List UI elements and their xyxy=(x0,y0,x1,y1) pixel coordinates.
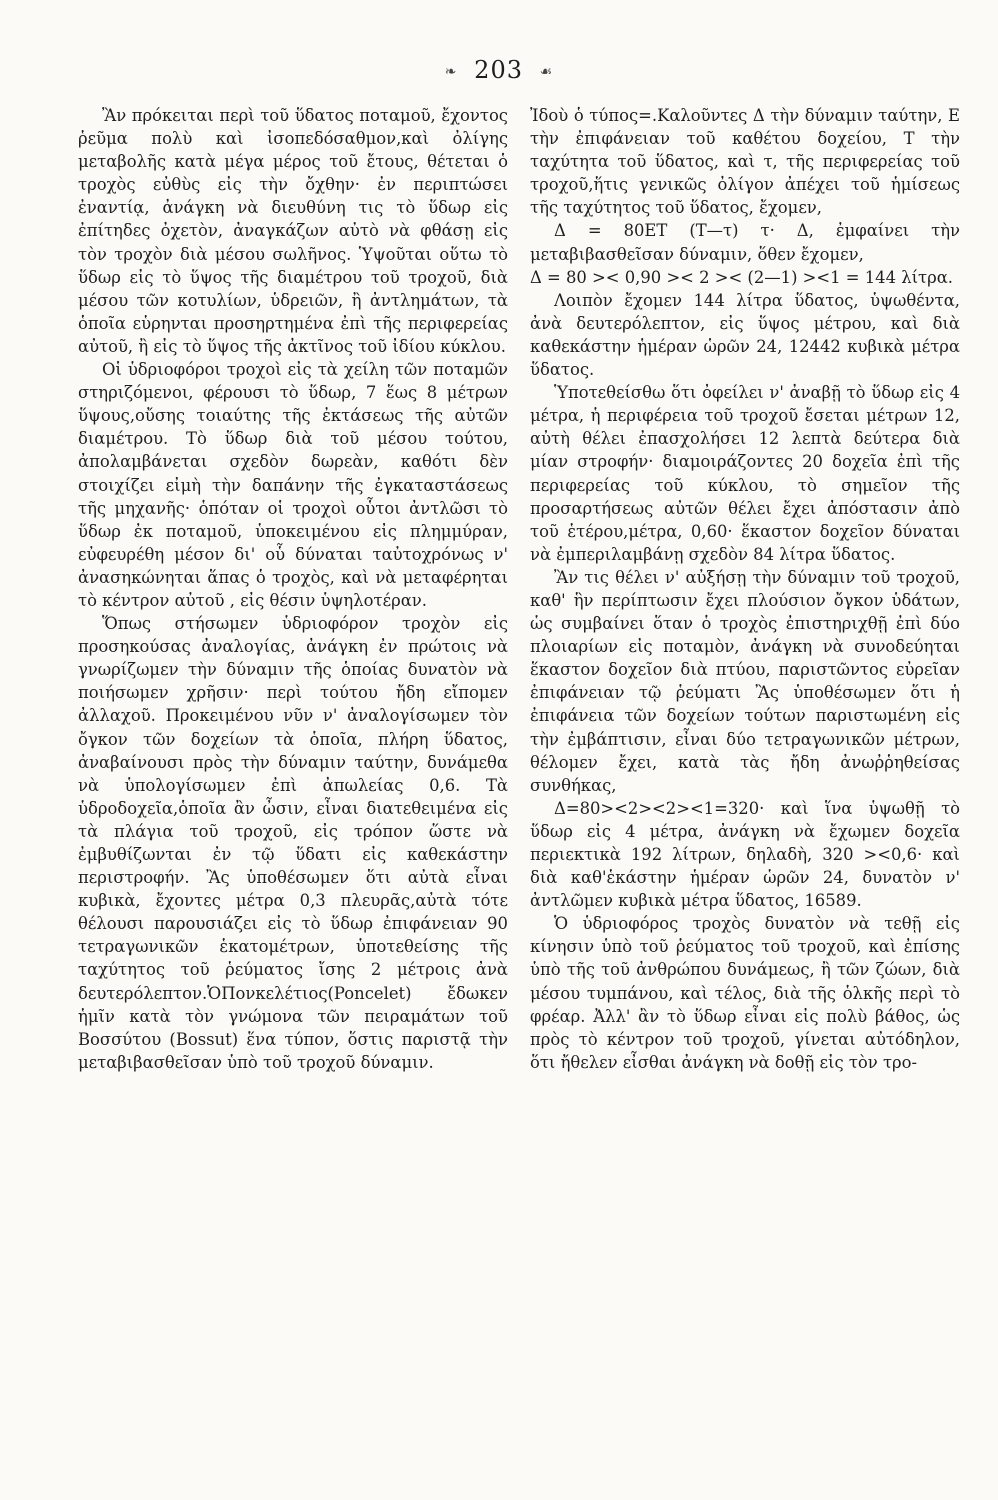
left-column xyxy=(78,104,508,1074)
paragraph: Ὅπως στήσωμεν ὑδριοφόρον τροχὸν εἰς προσηκούσας ἀναλογίας, ἀνάγκη ἐν πρώτοις νὰ γνωρίζωμεν τὴν δύναμιν τῆς ὁποίας δυνατὸν νὰ ποιήσωμεν χρῆσιν· περὶ τούτου ἤδη εἴπομεν ἀλλαχοῦ. Προκειμένου νῦν ν' ἀναλογίσωμεν τὸν ὄγκον τῶν δοχείων τὰ ὁποῖα, πλήρη ὕδατος, ἀναβαίνουσι πρὸς τὴν δύναμιν ταύτην, δυνάμεθα νὰ ὑπολογίσωμεν ἐπὶ ἀπωλείας 0,6. Τὰ ὑδροδοχεῖα,ὁποῖα ἂν ὦσιν, εἶναι διατεθειμένα εἰς τὰ πλάγια τοῦ τροχοῦ, εἰς τρόπον ὥστε νὰ ἐμβυθίζωνται ἐν τῷ ὕδατι εἰς καθεκάστην περιστροφήν. Ἂς ὑποθέσωμεν ὅτι αὐτὰ εἶναι κυβικὰ, ἔχοντες μέτρα 0,3 πλευρᾶς,αὐτὰ τότε θέλουσι παρουσιάζει εἰς τὸ ὕδωρ ἐπιφάνειαν 90 τετραγωνικῶν ἑκατομέτρων, ὑποτεθείσης τῆς ταχύτητος τοῦ ῥεύματος ἴσης 2 μέτροις ἀνὰ δευτερόλεπτον.ὉΠονκελέτιος(Poncelet) ἔδωκεν ἡμῖν κατὰ τὸν γνώμονα τῶν πειραμάτων τοῦ Βοσσύτου (Bossut) ἕνα τύπον, ὅστις παριστᾷ τὴν μεταβιβασθεῖσαν ὑπὸ τοῦ τροχοῦ δύναμιν. xyxy=(78,614,508,1072)
paragraph: Ὑποτεθείσθω ὅτι ὀφείλει ν' ἀναβῇ τὸ ὕδωρ εἰς 4 μέτρα, ἡ περιφέρεια τοῦ τροχοῦ ἔσεται μέτρων 12, αὐτὴ θέλει ἐπασχολήσει 12 λεπτὰ δεύτερα διὰ μίαν στροφήν· διαμοιράζοντες 20 δοχεῖα ἐπὶ τῆς περιφερείας τοῦ κύκλου, τὸ σημεῖον τῆς προσαρτήσεως αὐτῶν θέλει ἔχει ἀπόστασιν ἀπὸ τοῦ ἑτέρου,μέτρα, 0,60· ἕκαστον δοχεῖον δύναται νὰ ἐμπεριλαμβάνῃ σχεδὸν 84 λίτρα ὕδατος. xyxy=(530,383,960,564)
paragraph: Ἂν τις θέλει ν' αὐξήσῃ τὴν δύναμιν τοῦ τροχοῦ, καθ' ἣν περίπτωσιν ἔχει πλούσιον ὄγκον ὑδάτων, ὡς συμβαίνει ὅταν ὁ τροχὸς ἐπιστηριχθῇ ἐπὶ δύο πλοιαρίων εἰς ποταμὸν, ἀνάγκη νὰ συνοδεύηται ἕκαστον δοχεῖον διὰ πτύου, παριστῶντος εὐρεῖαν ἐπιφάνειαν τῷ ῥεύματι Ἂς ὑποθέσωμεν ὅτι ἡ ἐπιφάνεια τῶν δοχείων τούτων παριστωμένη εἰς τὴν ἐμβάπτισιν, εἶναι δύο τετραγωνικῶν μέτρων, θέλομεν ἔχει, κατὰ τὰς ἤδη ἀνωῤῥηθείσας συνθήκας, xyxy=(530,567,960,795)
formula: Δ = 80 >< 0,90 >< 2 >< (2—1) ><1 = 144 λίτρα. xyxy=(530,267,954,287)
formula: Δ = 80ΕΤ (Τ—τ) τ· Δ, ἐμφαίνει τὴν μεταβιβασθεῖσαν δύναμιν, ὅθεν ἔχομεν, xyxy=(530,221,960,264)
paragraph: Ἂν πρόκειται περὶ τοῦ ὕδατος ποταμοῦ, ἔχοντος ῥεῦμα πολὺ καὶ ἰσοπεδόσαθμον,καὶ ὀλίγης μεταβολῆς κατὰ μέγα μέρος τοῦ ἔτους, θέτεται ὁ τροχὸς εὐθὺς εἰς τὴν ὄχθην· ἐν περιπτώσει ἐναντίᾳ, ἀνάγκη νὰ διευθύνη τις τὸ ὕδωρ εἰς ἐπίτηδες ὀχετὸν, ἀναγκάζων αὐτὸ νὰ φθάσῃ εἰς τὸν τροχὸν διὰ μέσου σωλῆνος. Ὑψοῦται οὕτω τὸ ὕδωρ εἰς τὸ ὕψος τῆς διαμέτρου τοῦ τροχοῦ, διὰ μέσου τῶν κοτυλίων, ὑδρειῶν, ἢ ἀντλημάτων, τὰ ὁποῖα εὑρηνται προσηρτημένα ἐπὶ τῆς περιφερείας αὐτοῦ, ἢ εἰς τὸ ὕψος τῆς ἀκτῖνος τοῦ ἰδίου κύκλου. xyxy=(78,106,508,356)
paragraph: Ἰδοὺ ὁ τύπος=.Καλοῦντες Δ τὴν δύναμιν ταύτην, Ε τὴν ἐπιφάνειαν τοῦ καθέτου δοχείου, Τ τὴν ταχύτητα τοῦ ὕδατος, καὶ τ, τῆς περιφερείας τοῦ τροχοῦ,ἥτις γενικῶς ὀλίγον ἀπέχει τοῦ ἡμίσεως τῆς ταχύτητος τοῦ ὕδατος, ἔχομεν, xyxy=(530,106,960,218)
paragraph: Οἱ ὑδριοφόροι τροχοὶ εἰς τὰ χείλη τῶν ποταμῶν στηριζόμενοι, φέρουσι τὸ ὕδωρ, 7 ἕως 8 μέτρων ὕψους,οὔσης τοιαύτης τῆς ἐκτάσεως τῆς αὐτῶν διαμέτρου. Τὸ ὕδωρ διὰ τοῦ μέσου τούτου, ἀπολαμβάνεται σχεδὸν δωρεὰν, καθότι δὲν στοιχίζει εἰμὴ τὴν δαπάνην τῆς ἐγκαταστάσεως τῆς μηχανῆς· ὁπόταν οἱ τροχοὶ οὗτοι ἀντλῶσι τὸ ὕδωρ ἐκ ποταμοῦ, ὑποκειμένου εἰς πλημμύραν, εὐφευρέθη μέσον δι' οὗ δύναται ταὐτοχρόνως ν' ἀνασηκώνηται ἅπας ὁ τροχὸς, καὶ νὰ μεταφέρηται τὸ κέντρον αὐτοῦ , εἰς θέσιν ὑψηλοτέραν. xyxy=(78,360,508,610)
formula: Δ=80><2><2><1=320· καὶ ἵνα ὑψωθῇ τὸ ὕδωρ εἰς 4 μέτρα, ἀνάγκη νὰ ἔχωμεν δοχεῖα περιεκτικὰ 192 λίτρων, δηλαδὴ, 320 ><0,6· καὶ διὰ καθ'ἑκάστην ἡμέραν ὡρῶν 24, δυνατὸν ν' ἀντλῶμεν κυβικὰ μέτρα ὕδατος, 16589. xyxy=(530,798,960,911)
right-column xyxy=(530,104,960,1074)
ornament-right-icon: ☙ xyxy=(539,63,554,80)
page-number: 203 xyxy=(474,56,523,84)
page-header xyxy=(0,56,998,84)
ornament-left-icon: ❧ xyxy=(444,63,458,80)
paragraph: Ὁ ὑδριοφόρος τροχὸς δυνατὸν νὰ τεθῇ εἰς κίνησιν ὑπὸ τοῦ ῥεύματος τοῦ τροχοῦ, καὶ ἐπίσης ὑπὸ τῆς τοῦ ἀνθρώπου δυνάμεως, ἢ τῶν ζώων, διὰ μέσου τυμπάνου, καὶ τέλος, διὰ τῆς ὁλκῆς περὶ τὸ φρέαρ. Ἀλλ' ἂν τὸ ὕδωρ εἶναι εἰς πολὺ βάθος, ὡς πρὸς τὸ κέντρον τοῦ τροχοῦ, γίνεται αὐτόδηλον, ὅτι ἤθελεν εἶσθαι ἀνάγκη νὰ δοθῇ εἰς τὸν τρο- xyxy=(530,914,960,1072)
paragraph: Λοιπὸν ἔχομεν 144 λίτρα ὕδατος, ὑψωθέντα, ἀνὰ δευτερόλεπτον, εἰς ὕψος μέτρου, καὶ διὰ καθεκάστην ἡμέραν ὡρῶν 24, 12442 κυβικὰ μέτρα ὕδατος. xyxy=(530,290,960,380)
